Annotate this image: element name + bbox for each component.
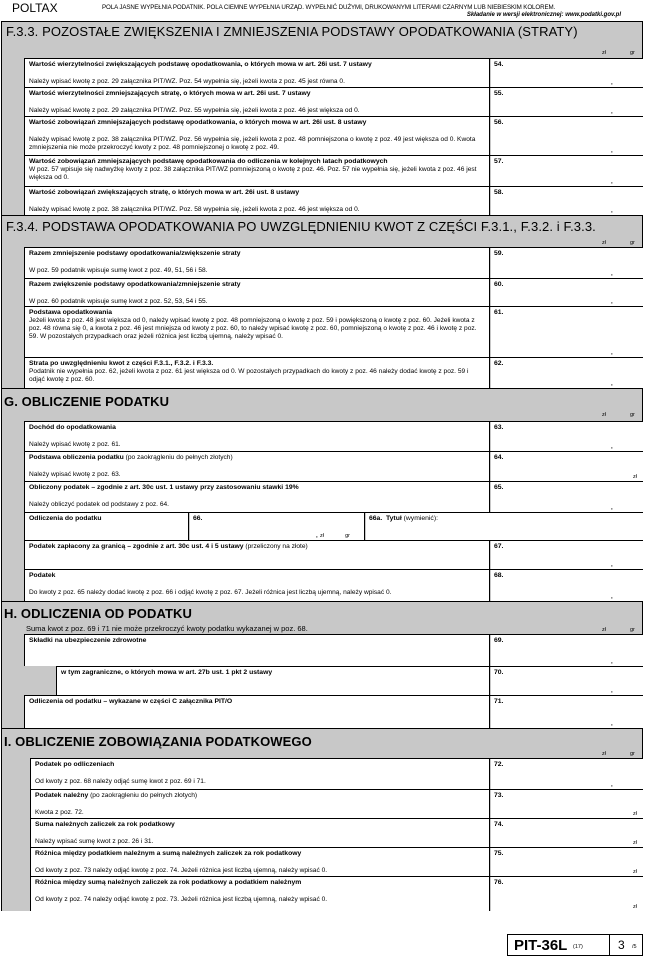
amount-field[interactable]	[491, 452, 643, 481]
field-66a[interactable]: 66a. Tytuł (wymienić):	[366, 513, 643, 540]
row-label: Różnica między podatkiem należnym a sumą należnych zaliczek za rok podatkowy Od kwoty z poz. 73 należy odjąć kwotę z poz. 74. Jeżeli różnica jest liczbą ujemną, należy wpisać 0.	[31, 848, 490, 876]
field-number: 73.	[494, 792, 504, 799]
comma: ,	[610, 205, 613, 214]
fill-instruction: POLA JASNE WYPEŁNIA PODATNIK. POLA CIEMNE WYPEŁNIA URZĄD. WYPEŁNIĆ DUŻYMI, DRUKOWANYMI LITERAMI CZARNYM LUB NIEBIESKIM KOLOREM.	[102, 4, 556, 11]
unit-zl: zł	[633, 811, 637, 817]
field-number: 66a.	[369, 515, 383, 522]
field-number: 69.	[494, 637, 504, 644]
field-number: 58.	[494, 189, 504, 196]
page-total: /5	[632, 944, 637, 950]
section-f34-title: F.3.4. PODSTAWA OPODATKOWANIA PO UWZGLĘDNIENIU KWOT Z CZĘŚCI F.3.1., F.3.2. i F.3.3.	[6, 219, 596, 234]
amount-field[interactable]	[491, 667, 643, 695]
amount-field[interactable]	[491, 759, 643, 789]
field-number: 59.	[494, 250, 504, 257]
row-label: Różnica między sumą należnych zaliczek za rok podatkowy a podatkiem należnym Od kwoty z poz. 74 należy odjąć kwotę z poz. 73. Jeżeli różnica jest liczbą ujemną, należy wpisać 0.	[31, 877, 490, 911]
form-row	[24, 278, 642, 306]
form-row	[24, 695, 642, 728]
unit-gr: gr	[630, 627, 635, 633]
field-number: 68.	[494, 572, 504, 579]
field-number: 75.	[494, 850, 504, 857]
unit-zl: zł	[602, 412, 606, 418]
amount-field[interactable]	[491, 482, 643, 512]
form-footer	[507, 934, 643, 956]
form-row	[56, 666, 642, 695]
page-header	[0, 0, 645, 22]
field-number: 65.	[494, 484, 504, 491]
amount-field[interactable]	[491, 156, 643, 186]
field-number: 63.	[494, 424, 504, 431]
row-label: Razem zmniejszenie podstawy opodatkowania/zwiększenie straty W poz. 59 podatnik wpisuje sumę kwot z poz. 49, 51, 56 i 58.	[25, 248, 490, 278]
comma: ,	[610, 779, 613, 788]
row-label: Podatek Do kwoty z poz. 65 należy dodać kwotę z poz. 66 i odjąć kwotę z poz. 67. Jeżeli różnica jest liczbą ujemną, należy wpisać 0.	[25, 570, 490, 601]
comma: ,	[610, 656, 613, 665]
form-row	[24, 451, 642, 481]
row-label: w tym zagraniczne, o których mowa w art. 27b ust. 1 pkt 2 ustawy	[57, 667, 490, 695]
field-number: 61.	[494, 309, 504, 316]
amount-field[interactable]	[491, 422, 643, 451]
field-number: 72.	[494, 761, 504, 768]
field-number: 66.	[193, 515, 203, 522]
comma: ,	[610, 145, 613, 154]
unit-zl: zł	[602, 50, 606, 56]
unit-zl: zł	[320, 533, 324, 539]
unit-zl: zł	[633, 840, 637, 846]
comma: ,	[610, 441, 613, 450]
field-number: 70.	[494, 669, 504, 676]
amount-field[interactable]	[491, 819, 643, 847]
field-number: 74.	[494, 821, 504, 828]
amount-field[interactable]	[491, 358, 643, 388]
form-row	[24, 247, 642, 278]
field-number: 60.	[494, 281, 504, 288]
row-label: Odliczenia od podatku – wykazane w części C załącznika PIT/O	[25, 696, 490, 728]
comma: ,	[610, 176, 613, 185]
form-row	[24, 634, 642, 666]
section-h-note: Suma kwot z poz. 69 i 71 nie może przekroczyć kwoty podatku wykazanej w poz. 68.	[26, 624, 308, 633]
comma: ,	[610, 378, 613, 387]
row-label: Wartość zobowiązań zwiększających stratę, o których mowa w art. 26i ust. 8 ustawy Należy wpisać kwotę z poz. 38 załącznika PIT/WZ. Poz. 58 wypełnia się, jeżeli kwota z poz. 46 jest większa od 0.	[25, 187, 490, 215]
row-label: Suma należnych zaliczek za rok podatkowy Należy wpisać sumę kwot z poz. 26 i 31.	[31, 819, 490, 847]
row-label: Razem zwiększenie podstawy opodatkowania/zmniejszenie straty W poz. 60 podatnik wpisuje sumę kwot z poz. 52, 53, 54 i 55.	[25, 279, 490, 306]
amount-field[interactable]	[491, 541, 643, 569]
unit-zl: zł	[633, 869, 637, 875]
deduction-label: Odliczenia do podatku	[25, 513, 189, 540]
row-label: Wartość zobowiązań zmniejszających podstawę opodatkowania do odliczenia w kolejnych latach podatkowych W poz. 57 wpisuje się nadwyżkę kwoty z poz. 38 załącznika PIT/WZ pomniejszoną o kwotę z poz. 46. Poz. 57 nie wypełnia się, jeżeli kwota z poz. 46 jest większa od 0.	[25, 156, 490, 186]
field-number: 57.	[494, 158, 504, 165]
unit-zl: zł	[602, 751, 606, 757]
comma: ,	[610, 347, 613, 356]
form-row	[24, 569, 642, 601]
row-label: Obliczony podatek – zgodnie z art. 30c ust. 1 ustawy przy zastosowaniu stawki 19% Należy obliczyć podatek od podstawy z poz. 64.	[25, 482, 490, 512]
form-row	[24, 87, 642, 116]
row-label: Strata po uwzględnieniu kwot z części F.3.1., F.3.2. i F.3.3. Podatnik nie wypełnia poz. 62, jeżeli kwota z poz. 61 jest większa od 0. W pozostałych przypadkach do kwoty z poz. 46 należy dodać kwotę z poz. 59 i odjąć kwotę z poz. 60.	[25, 358, 490, 388]
brand: POLTAX	[12, 1, 58, 15]
amount-field[interactable]	[491, 696, 643, 728]
comma: ,	[610, 106, 613, 115]
field-66[interactable]	[190, 513, 365, 540]
row-label: Podatek po odliczeniach Od kwoty z poz. 68 należy odjąć sumę kwot z poz. 69 i 71.	[31, 759, 490, 789]
amount-field[interactable]	[491, 187, 643, 215]
unit-zl: zł	[602, 627, 606, 633]
amount-field[interactable]	[491, 570, 643, 601]
row-label: Podatek zapłacony za granicą – zgodnie z art. 30c ust. 4 i 5 ustawy (przeliczony na złote)	[25, 541, 490, 569]
unit-zl: zł	[633, 474, 637, 480]
row-label: Składki na ubezpieczenie zdrowotne	[25, 635, 490, 666]
amount-field[interactable]	[491, 117, 643, 155]
unit-gr: gr	[630, 751, 635, 757]
comma: ,	[610, 77, 613, 86]
amount-field[interactable]	[491, 848, 643, 876]
unit-gr: gr	[630, 50, 635, 56]
amount-field[interactable]	[491, 59, 643, 87]
comma: ,	[610, 296, 613, 305]
unit-gr: gr	[630, 412, 635, 418]
form-row	[24, 155, 642, 186]
form-row	[30, 758, 642, 789]
page-number: 3	[618, 938, 625, 952]
e-submission-note: Składanie w wersji elektronicznej: www.podatki.gov.pl	[466, 12, 621, 18]
row-label: Podstawa obliczenia podatku (po zaokrągleniu do pełnych złotych) Należy wpisać kwotę z poz. 63.	[25, 452, 490, 481]
amount-field[interactable]	[491, 877, 643, 911]
row-label: Wartość wierzytelności zwiększających podstawę opodatkowania, o których mowa w art. 26i ust. 7 ustawy Należy wpisać kwotę z poz. 29 załącznika PIT/WZ. Poz. 54 wypełnia się, jeżeli kwota z poz. 45 jest równa 0.	[25, 59, 490, 87]
row-label: Podstawa opodatkowania Jeżeli kwota z poz. 48 jest większa od 0, należy wpisać kwotę z poz. 48 pomniejszoną o kwotę z poz. 59 i powiększoną o kwotę z poz. 60. Jeżeli kwota z poz. 48 równa się 0, a kwota z poz. 46 jest mniejsza od kwoty z poz. 60, to należy wpisać kwotę z poz. 60, pomniejszoną o kwotę z poz. 46 i kwotę z poz. 59. W pozostałych przypadkach oraz jeżeli różnica jest liczbą ujemną, należy wpisać 0.	[25, 307, 490, 357]
field-number: 64.	[494, 454, 504, 461]
form-row	[30, 847, 642, 876]
form-row	[30, 876, 642, 911]
field-number: 71.	[494, 698, 504, 705]
comma: ,	[610, 591, 613, 600]
comma: ,	[610, 718, 613, 727]
field-number: 54.	[494, 61, 504, 68]
comma: ,	[610, 559, 613, 568]
form-row	[24, 540, 642, 569]
form-row	[24, 116, 642, 155]
section-h-title: H. ODLICZENIA OD PODATKU	[4, 606, 193, 621]
section-g-title: G. OBLICZENIE PODATKU	[4, 394, 170, 409]
amount-field[interactable]	[491, 248, 643, 278]
unit-gr: gr	[345, 533, 350, 539]
comma: ,	[315, 530, 318, 539]
form-code: PIT-36L	[514, 937, 568, 954]
deduction-row	[24, 512, 642, 540]
row-label: Dochód do opodatkowania Należy wpisać kwotę z poz. 61.	[25, 422, 490, 451]
amount-field[interactable]	[491, 88, 643, 116]
form-row	[24, 421, 642, 451]
form-version: (17)	[573, 944, 583, 950]
amount-field[interactable]	[491, 790, 643, 818]
comma: ,	[610, 268, 613, 277]
form-row	[24, 58, 642, 87]
amount-field[interactable]	[491, 279, 643, 306]
form-row	[24, 306, 642, 357]
amount-field[interactable]	[491, 635, 643, 666]
form-row	[24, 186, 642, 215]
row-label: Wartość wierzytelności zmniejszających stratę, o których mowa w art. 26i ust. 7 ustawy Należy wpisać kwotę z poz. 29 załącznika PIT/WZ. Poz. 55 wypełnia się, jeżeli kwota z poz. 46 jest większa od 0.	[25, 88, 490, 116]
amount-field[interactable]	[491, 307, 643, 357]
unit-zl: zł	[633, 904, 637, 910]
field-number: 76.	[494, 879, 504, 886]
field-number: 56.	[494, 119, 504, 126]
form-row	[30, 789, 642, 818]
row-label: Wartość zobowiązań zmniejszających podstawę opodatkowania, o których mowa w art. 26i ust. 8 ustawy Należy wpisać kwotę z poz. 38 załącznika PIT/WZ. Poz. 56 wypełnia się, jeżeli kwota z poz. 48 pomniejszona o kwotę z poz. 49 jest większa od 0. Kwota zmniejszenia nie może przekroczyć kwoty z poz. 48 pomniejszonej o kwotę z poz. 49.	[25, 117, 490, 155]
comma: ,	[610, 502, 613, 511]
form-row	[24, 481, 642, 512]
unit-zl: zł	[602, 240, 606, 246]
form-row	[24, 357, 642, 388]
section-f33-title: F.3.3. POZOSTAŁE ZWIĘKSZENIA I ZMNIEJSZENIA PODSTAWY OPODATKOWANIA (STRATY)	[6, 24, 578, 39]
unit-gr: gr	[630, 240, 635, 246]
field-number: 62.	[494, 360, 504, 367]
row-label: Podatek należny (po zaokrągleniu do pełnych złotych) Kwota z poz. 72.	[31, 790, 490, 818]
comma: ,	[610, 685, 613, 694]
form-row	[30, 818, 642, 847]
section-i-title: I. OBLICZENIE ZOBOWIĄZANIA PODATKOWEGO	[4, 734, 312, 749]
field-number: 55.	[494, 90, 504, 97]
field-number: 67.	[494, 543, 504, 550]
